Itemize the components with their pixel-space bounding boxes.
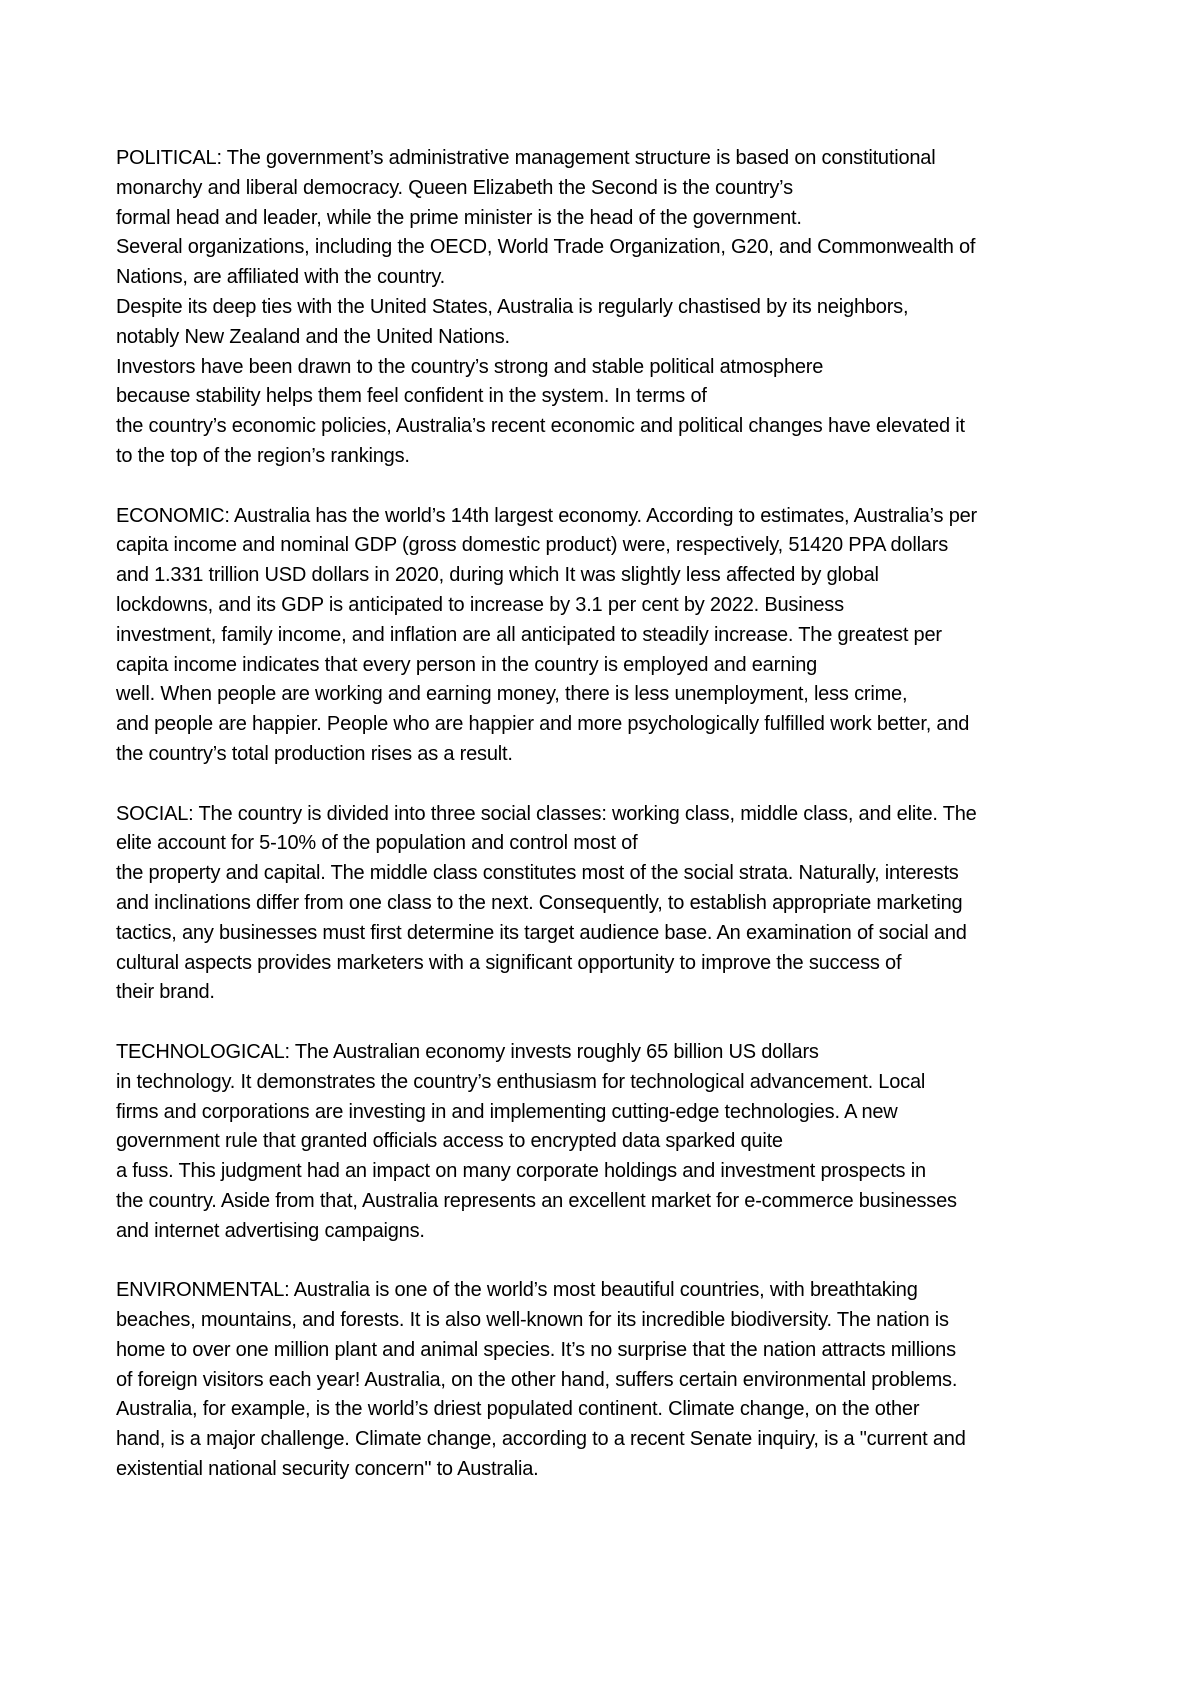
text-line: notably New Zealand and the United Nations. <box>116 325 510 348</box>
text-line: in technology. It demonstrates the country’s enthusiasm for technological advancement. Local <box>116 1070 926 1093</box>
text-line: lockdowns, and its GDP is anticipated to increase by 3.1 per cent by 2022. Business <box>116 593 844 616</box>
text-line: Australia, for example, is the world’s driest populated continent. Climate change, on the other <box>116 1398 920 1421</box>
paragraph-social <box>116 800 1116 1009</box>
text-line: and 1.331 trillion USD dollars in 2020, during which It was slightly less affected by global <box>116 564 879 587</box>
text-line: tactics, any businesses must first determine its target audience base. An examination of social and <box>116 921 967 944</box>
text-line: monarchy and liberal democracy. Queen Elizabeth the Second is the country’s <box>116 176 793 199</box>
text-line: home to over one million plant and animal species. It’s no surprise that the nation attracts millions <box>116 1338 956 1361</box>
text-line: Despite its deep ties with the United States, Australia is regularly chastised by its neighbors, <box>116 295 909 318</box>
text-line: Several organizations, including the OECD, World Trade Organization, G20, and Commonwealth of <box>116 236 976 259</box>
text-line: to the top of the region’s rankings. <box>116 444 410 467</box>
text-line: cultural aspects provides marketers with a significant opportunity to improve the success of <box>116 951 902 974</box>
text-line: existential national security concern" to Australia. <box>116 1458 539 1481</box>
text-line: formal head and leader, while the prime minister is the head of the government. <box>116 206 802 229</box>
text-line: Nations, are affiliated with the country. <box>116 266 446 289</box>
text-line: beaches, mountains, and forests. It is also well-known for its incredible biodiversity. The nation is <box>116 1309 949 1332</box>
text-line: their brand. <box>116 981 215 1004</box>
text-line: the country. Aside from that, Australia represents an excellent market for e-commerce businesses <box>116 1189 957 1212</box>
paragraph-technological <box>116 1038 1116 1247</box>
text-line: well. When people are working and earning money, there is less unemployment, less crime, <box>116 683 908 706</box>
text-line: a fuss. This judgment had an impact on many corporate holdings and investment prospects in <box>116 1160 926 1183</box>
text-line: government rule that granted officials access to encrypted data sparked quite <box>116 1130 783 1153</box>
text-line: capita income indicates that every person in the country is employed and earning <box>116 653 818 676</box>
text-line: Investors have been drawn to the country’s strong and stable political atmosphere <box>116 355 824 378</box>
paragraph-environmental <box>116 1276 1116 1485</box>
document-body <box>116 144 1116 1515</box>
text-line: and people are happier. People who are happier and more psychologically fulfilled work better, and <box>116 713 970 736</box>
text-line: elite account for 5-10% of the population and control most of <box>116 832 638 855</box>
text-line: the country’s economic policies, Australia’s recent economic and political changes have elevated it <box>116 415 965 438</box>
text-line: and internet advertising campaigns. <box>116 1219 425 1242</box>
text-line: hand, is a major challenge. Climate change, according to a recent Senate inquiry, is a "current and <box>116 1428 966 1451</box>
text-line: the country’s total production rises as a result. <box>116 742 513 765</box>
text-line: firms and corporations are investing in and implementing cutting-edge technologies. A new <box>116 1100 898 1123</box>
text-line: the property and capital. The middle class constitutes most of the social strata. Naturally, interests <box>116 862 959 885</box>
text-line: ECONOMIC: Australia has the world’s 14th largest economy. According to estimates, Australia’s per <box>116 504 978 527</box>
text-line: investment, family income, and inflation are all anticipated to steadily increase. The greatest per <box>116 623 942 646</box>
text-line: TECHNOLOGICAL: The Australian economy invests roughly 65 billion US dollars <box>116 1040 819 1063</box>
paragraph-political <box>116 144 1116 472</box>
paragraph-economic <box>116 502 1116 770</box>
text-line: capita income and nominal GDP (gross domestic product) were, respectively, 51420 PPA dollars <box>116 534 949 557</box>
text-line: and inclinations differ from one class to the next. Consequently, to establish appropriate marketing <box>116 891 963 914</box>
text-line: ENVIRONMENTAL: Australia is one of the world’s most beautiful countries, with breathtaking <box>116 1279 918 1302</box>
text-line: because stability helps them feel confident in the system. In terms of <box>116 385 707 408</box>
text-line: POLITICAL: The government’s administrative management structure is based on constitutional <box>116 147 936 169</box>
text-line: of foreign visitors each year! Australia, on the other hand, suffers certain environmental problems. <box>116 1368 958 1391</box>
text-line: SOCIAL: The country is divided into three social classes: working class, middle class, and elite. The <box>116 802 977 825</box>
